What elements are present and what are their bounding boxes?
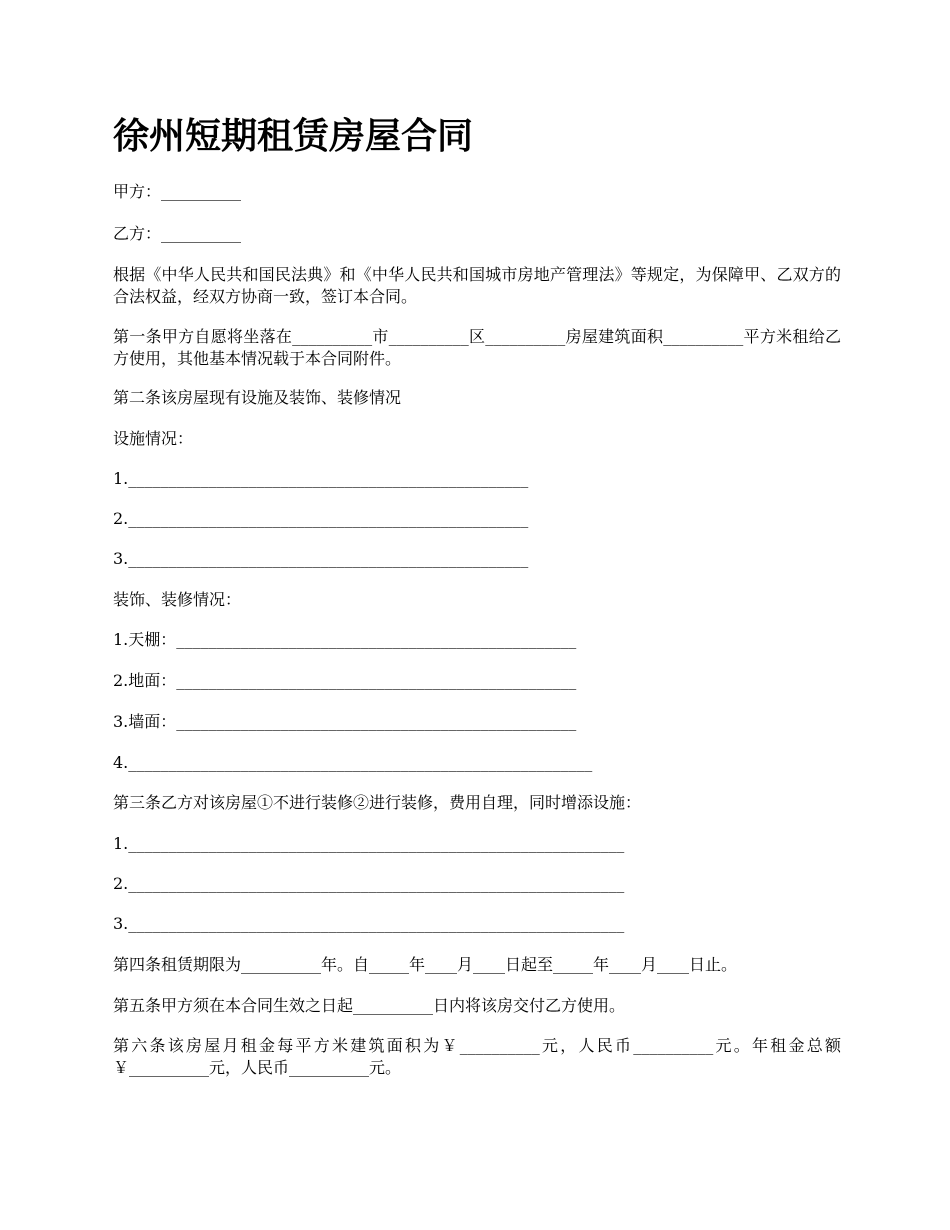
decoration-item-floor: 2.地面：__________________________________________________	[113, 671, 577, 690]
party-b-line: 乙方：__________	[113, 224, 242, 243]
article-4-paragraph: 第四条租赁期限为__________年。自_____年____月____日起至_____年____月____日止。	[113, 955, 738, 974]
preamble-paragraph: 根据《中华人民共和国民法典》和《中华人民共和国城市房地产管理法》等规定，为保障甲、乙双方的合法权益，经双方协商一致，签订本合同。	[113, 265, 841, 306]
article-2-heading: 第二条该房屋现有设施及装饰、装修情况	[113, 388, 402, 407]
article-6-paragraph: 第六条该房屋月租金每平方米建筑面积为￥__________元，人民币__________元。年租金总额￥__________元，人民币__________元。	[113, 1036, 841, 1077]
article-1-paragraph: 第一条甲方自愿将坐落在__________市__________区__________房屋建筑面积__________平方米租给乙方使用，其他基本情况载于本合同附件。	[113, 327, 841, 368]
decoration-item-wall: 3.墙面：__________________________________________________	[113, 712, 577, 731]
facility-item-1: 1.__________________________________________________	[113, 469, 529, 488]
added-facility-item-2: 2.______________________________________________________________	[113, 874, 625, 893]
facilities-heading: 设施情况：	[113, 429, 194, 448]
party-a-line: 甲方：__________	[113, 182, 242, 201]
decoration-heading: 装饰、装修情况：	[113, 590, 242, 609]
facility-item-3: 3.__________________________________________________	[113, 549, 529, 568]
decoration-item-ceiling: 1.天棚：__________________________________________________	[113, 630, 577, 649]
page-title: 徐州短期租赁房屋合同	[113, 115, 474, 157]
added-facility-item-3: 3.______________________________________________________________	[113, 914, 625, 933]
article-3-heading: 第三条乙方对该房屋①不进行装修②进行装修，费用自理，同时增添设施：	[113, 793, 642, 812]
article-5-paragraph: 第五条甲方须在本合同生效之日起__________日内将该房交付乙方使用。	[113, 996, 626, 1015]
added-facility-item-1: 1.______________________________________________________________	[113, 834, 625, 853]
facility-item-2: 2.__________________________________________________	[113, 509, 529, 528]
decoration-item-4: 4.__________________________________________________________	[113, 753, 593, 772]
